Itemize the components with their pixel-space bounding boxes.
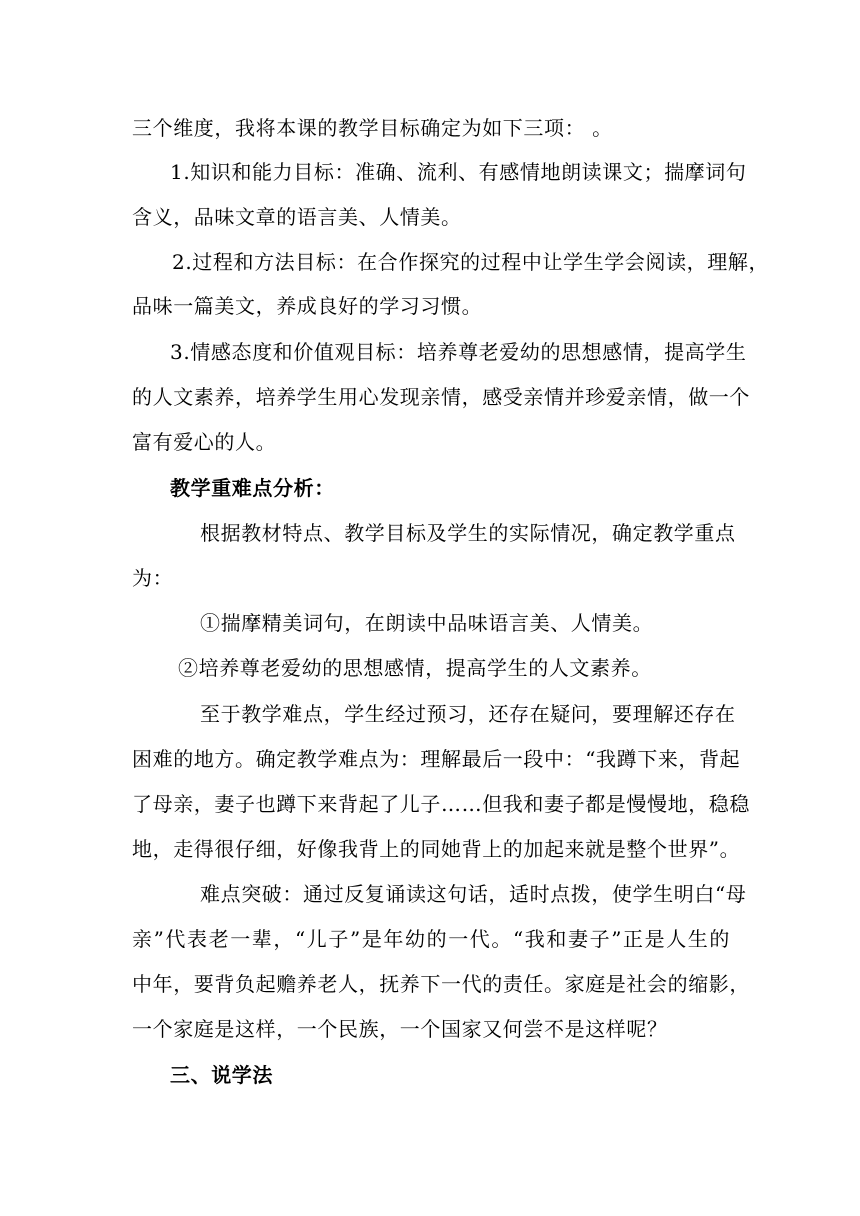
key-point-2: ②培养尊老爱幼的思想感情，提高学生的人文素养。 [178,656,652,680]
objective-2-line-2: 品味一篇美文，养成良好的学习习惯。 [132,294,483,318]
key-points-line-2: 为： [132,566,174,590]
objective-2-line-1: 2.过程和方法目标：在合作探究的过程中让学生学会阅读，理解， [172,250,770,274]
key-point-1: ①揣摩精美词句，在朗读中品味语言美、人情美。 [200,611,654,635]
objective-3-line-2: 的人文素养，培养学生用心发现亲情，感受亲情并珍爱亲情，做一个 [132,385,750,409]
objective-3-line-1: 3.情感态度和价值观目标：培养尊老爱幼的思想感情，提高学生 [170,340,747,364]
section-heading-learning-methods: 三、说学法 [170,1063,273,1087]
breakthrough-line-2: 亲”代表老一辈，“儿子”是年幼的一代。“我和妻子”正是人生的 [132,927,730,951]
difficulty-line-4: 地，走得很仔细，好像我背上的同她背上的加起来就是整个世界”。 [132,837,741,861]
difficulty-line-3: 了母亲，妻子也蹲下来背起了儿子……但我和妻子都是慢慢地，稳稳 [132,792,750,816]
objective-3-line-3: 富有爱心的人。 [132,430,277,454]
difficulty-line-2: 困难的地方。确定教学难点为：理解最后一段中：“我蹲下来，背起 [132,747,741,771]
breakthrough-line-3: 中年，要背负起赡养老人，抚养下一代的责任。家庭是社会的缩影， [132,972,750,996]
breakthrough-line-4: 一个家庭是这样，一个民族，一个国家又何尝不是这样呢？ [132,1017,668,1041]
text-line-1: 三个维度，我将本课的教学目标确定为如下三项： 。 [132,116,613,140]
key-points-line-1: 根据教材特点、教学目标及学生的实际情况，确定教学重点 [200,521,736,545]
objective-1-line-1: 1.知识和能力目标：准确、流利、有感情地朗读课文；揣摩词句 [170,160,747,184]
breakthrough-line-1: 难点突破：通过反复诵读这句话，适时点拨，使学生明白“母 [200,882,747,906]
objective-1-line-2: 含义，品味文章的语言美、人情美。 [132,205,462,229]
difficulty-line-1: 至于教学难点，学生经过预习，还存在疑问，要理解还存在 [200,702,736,726]
section-heading-key-points: 教学重难点分析： [170,476,335,500]
